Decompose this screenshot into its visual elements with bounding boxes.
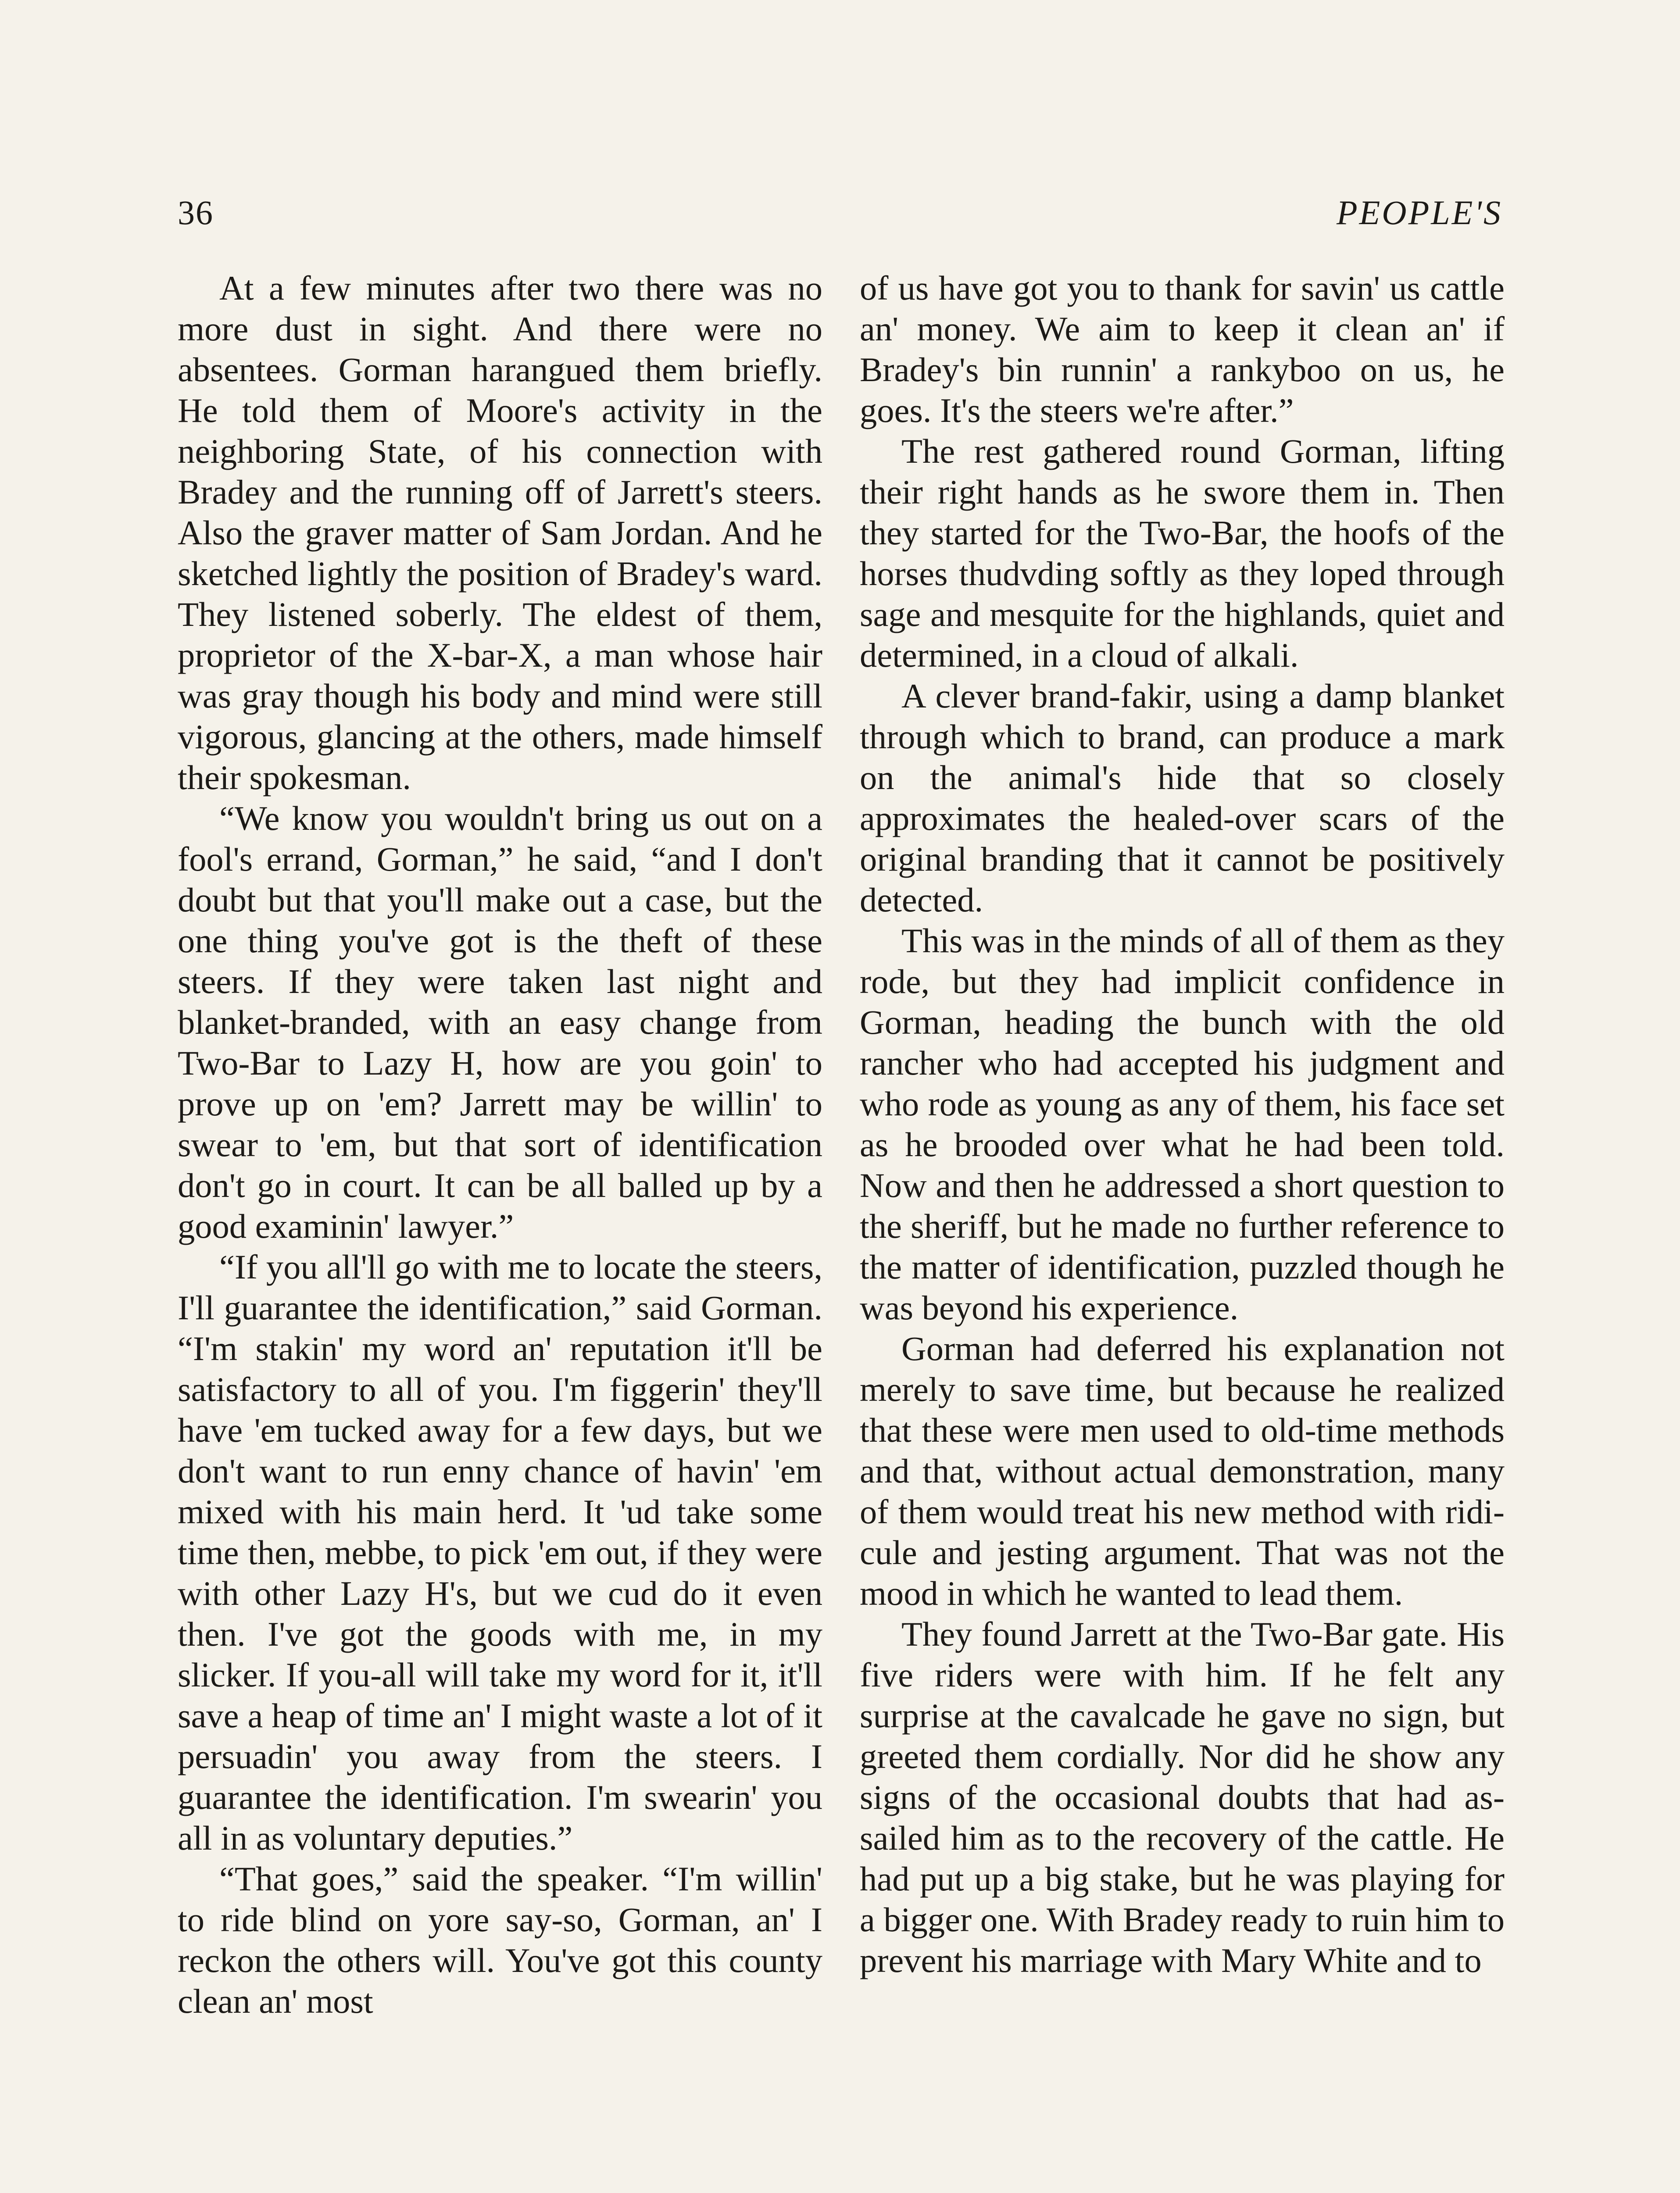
page-header xyxy=(178,193,1502,246)
left-column xyxy=(178,268,822,2193)
right-column xyxy=(860,268,1505,2193)
paragraph: “We know you wouldn't bring us out on a fool's errand, Gorman,” he said, “and I don't doubt but that you'll make out a case, but the one thing you've got is the theft of these steers. If they were taken last night and blanket-branded, with an easy change from Two-Bar to Lazy H, how are you goin' to prove up on 'em? Jarrett may be willin' to swear to 'em, but that sort of identification don't go in court. It can be all balled up by a good examinin' lawyer.” xyxy=(178,799,822,1245)
running-title: PEOPLE'S xyxy=(1337,193,1502,232)
page-number: 36 xyxy=(178,193,214,232)
paragraph: At a few minutes after two there was no more dust in sight. And there were no absentees. Gorman harangued them briefly. He told them of Moore's activity in the neighboring State, of his connection with Bradey and the running off of Jarrett's steers. Also the graver matter of Sam Jordan. And he sketched lightly the position of Bradey's ward. They listened soberly. The eldest of them, proprietor of the X-bar-X, a man whose hair was gray though his body and mind were still vigorous, glancing at the others, made himself their spokesman. xyxy=(178,269,822,796)
paragraph: “If you all'll go with me to locate the steers, I'll guarantee the identification,” said Gorman. “I'm stakin' my word an' reputation it'll be satisfactory to all of you. I'm figgerin' they'll have 'em tucked away for a few days, but we don't want to run enny chance of havin' 'em mixed with his main herd. It 'ud take some time then, mebbe, to pick 'em out, if they were with other Lazy H's, but we cud do it even then. I've got the goods with me, in my slicker. If you-all will take my word for it, it'll save a heap of time an' I might waste a lot of it persuadin' you away from the steers. I guarantee the identification. I'm swearin' you all in as voluntary deputies.” xyxy=(178,1248,822,1857)
paragraph: The rest gathered round Gorman, lifting their right hands as he swore them in. Then they started for the Two-Bar, the hoofs of the horses thudvding softly as they loped through sage and mesquite for the highlands, quiet and determined, in a cloud of alkali. xyxy=(860,432,1505,674)
paragraph-continued: of us have got you to thank for savin' us cattle an' money. We aim to keep it clean an' if Bradey's bin runnin' a rankyboo on us, he goes. It's the steers we're after.” xyxy=(860,269,1505,429)
paragraph: “That goes,” said the speaker. “I'm willin' to ride blind on yore say-so, Gorman, an' I reckon the others will. You've got this county clean an' most xyxy=(178,1860,822,2020)
paragraph: Gorman had deferred his explanation not merely to save time, but because he realized that these were men used to old-time methods and that, without actual demonstration, many of them would treat his new method with ridicule and jesting argument. That was not the mood in which he wanted to lead them. xyxy=(860,1329,1505,1612)
paragraph: This was in the minds of all of them as they rode, but they had implicit confidence in Gorman, heading the bunch with the old rancher who had accepted his judgment and who rode as young as any of them, his face set as he brooded over what he had been told. Now and then he addressed a short question to the sheriff, but he made no further reference to the matter of identification, puzzled though he was beyond his experience. xyxy=(860,921,1505,1327)
paragraph: They found Jarrett at the Two-Bar gate. His five riders were with him. If he felt any surprise at the cavalcade he gave no sign, but greeted them cordially. Nor did he show any signs of the occasional doubts that had assailed him as to the recovery of the cattle. He had put up a big stake, but he was playing for a bigger one. With Bradey ready to ruin him to prevent his marriage with Mary White and to xyxy=(860,1615,1505,1979)
paragraph: A clever brand-fakir, using a damp blanket through which to brand, can produce a mark on the animal's hide that so closely approximates the healed-over scars of the original branding that it cannot be positively detected. xyxy=(860,677,1505,919)
